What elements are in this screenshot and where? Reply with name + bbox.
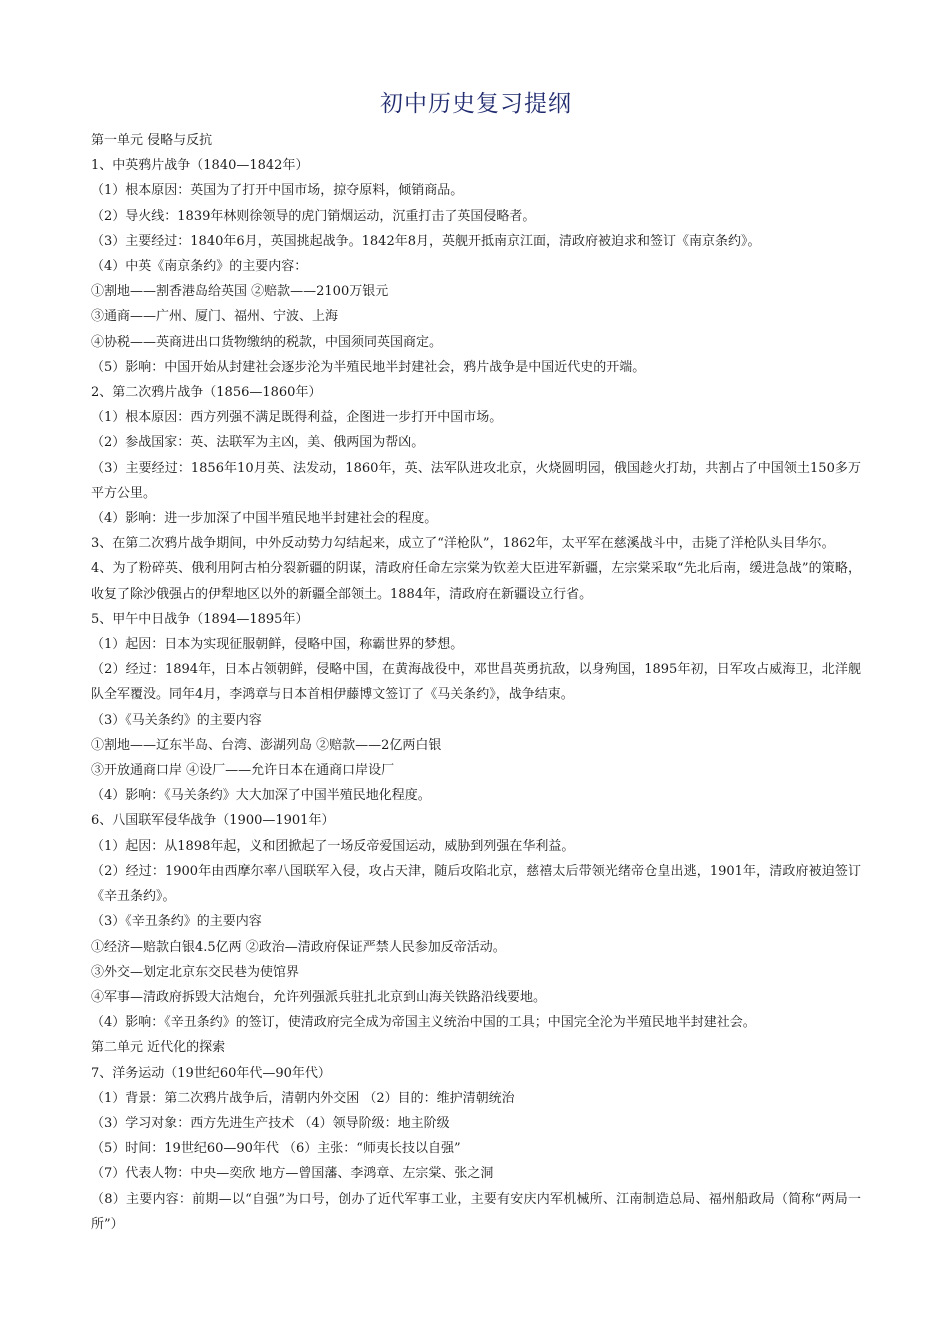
text-line: （3）主要经过：1840年6月，英国挑起战争。1842年8月，英舰开抵南京江面，清政府被迫求和签订《南京条约》。 bbox=[91, 233, 761, 249]
text-line: 4、为了粉碎英、俄利用阿古柏分裂新疆的阴谋，清政府任命左宗棠为钦差大臣进军新疆，左宗棠采取“先北后南，缓进急战”的策略，收复了除沙俄强占的伊犁地区以外的新疆全部领土。1884年，清政府在新疆设立行省。 bbox=[91, 561, 861, 602]
text-line: （1）根本原因：英国为了打开中国市场，掠夺原料，倾销商品。 bbox=[91, 183, 464, 199]
text-line: ①经济—赔款白银4.5亿两 ②政治—清政府保证严禁人民参加反帝活动。 bbox=[91, 939, 506, 955]
text-line: （2）经过：1894年，日本占领朝鲜，侵略中国，在黄海战役中，邓世昌英勇抗敌，以身殉国，1895年初，日军攻占威海卫，北洋舰队全军覆没。同年4月，李鸿章与日本首相伊藤博文签订了《马关条约》，战争结束。 bbox=[91, 662, 861, 703]
text-line: （1）背景：第二次鸦片战争后，清朝内外交困 （2）目的：维护清朝统治 bbox=[91, 1090, 515, 1106]
text-line: （4）影响：进一步加深了中国半殖民地半封建社会的程度。 bbox=[91, 511, 438, 527]
text-line: （2）参战国家：英、法联军为主凶，美、俄两国为帮凶。 bbox=[91, 435, 425, 451]
text-line: 1、中英鸦片战争（1840—1842年） bbox=[91, 158, 309, 174]
text-line: （1）根本原因：西方列强不满足既得利益，企图进一步打开中国市场。 bbox=[91, 410, 503, 426]
text-line: （3）学习对象：西方先进生产技术 （4）领导阶级：地主阶级 bbox=[91, 1115, 450, 1131]
text-line: 第一单元 侵略与反抗 bbox=[91, 133, 213, 148]
text-line: 7、洋务运动（19世纪60年代—90年代） bbox=[91, 1065, 331, 1081]
text-line: （7）代表人物：中央—奕欣 地方—曾国藩、李鸿章、左宗棠、张之洞 bbox=[91, 1166, 494, 1182]
text-line: （2）导火线：1839年林则徐领导的虎门销烟运动，沉重打击了英国侵略者。 bbox=[91, 208, 536, 224]
text-line: ③通商——广州、厦门、福州、宁波、上海 bbox=[91, 309, 339, 325]
text-line: （5）时间：19世纪60—90年代 （6）主张：“师夷长技以自强” bbox=[91, 1141, 461, 1157]
text-line: ①割地——辽东半岛、台湾、澎湖列岛 ②赔款——2亿两白银 bbox=[91, 737, 442, 753]
text-line: 第二单元 近代化的探索 bbox=[91, 1040, 226, 1056]
text-line: 6、八国联军侵华战争（1900—1901年） bbox=[91, 813, 335, 829]
text-line: ③外交—划定北京东交民巷为使馆界 bbox=[91, 964, 300, 980]
text-line: （3）主要经过：1856年10月英、法发动，1860年，英、法军队进攻北京，火烧圆明园，俄国趁火打劫，共割占了中国领土150多万平方公里。 bbox=[91, 460, 861, 501]
text-line: ③开放通商口岸 ④设厂——允许日本在通商口岸设厂 bbox=[91, 763, 395, 779]
text-line: ①割地——割香港岛给英国 ②赔款——2100万银元 bbox=[91, 284, 389, 300]
text-line: （2）经过：1900年由西摩尔率八国联军入侵，攻占天津，随后攻陷北京，慈禧太后带领光绪帝仓皇出逃，1901年，清政府被迫签订《辛丑条约》。 bbox=[91, 863, 861, 905]
text-line: （3）《马关条约》的主要内容 bbox=[91, 712, 262, 728]
text-line: （1）起因：从1898年起，义和团掀起了一场反帝爱国运动，威胁到列强在华利益。 bbox=[91, 838, 575, 854]
text-line: （8）主要内容：前期—以“自强”为口号，创办了近代军事工业，主要有安庆内军机械所、江南制造总局、福州船政局（简称“两局一所”） bbox=[91, 1191, 861, 1232]
document-page bbox=[91, 88, 861, 1237]
document-title: 初中历史复习提纲 bbox=[380, 91, 572, 117]
text-line: 3、在第二次鸦片战争期间，中外反动势力勾结起来，成立了“洋枪队”，1862年，太平军在慈溪战斗中，击毙了洋枪队头目华尔。 bbox=[91, 536, 835, 552]
text-line: ④协税——英商进出口货物缴纳的税款，中国须同英国商定。 bbox=[91, 334, 443, 350]
text-line: （3）《辛丑条约》的主要内容 bbox=[91, 914, 262, 930]
text-line: 2、第二次鸦片战争（1856—1860年） bbox=[91, 385, 322, 401]
text-line: （4）影响：《辛丑条约》的签订，使清政府完全成为帝国主义统治中国的工具；中国完全沦为半殖民地半封建社会。 bbox=[91, 1015, 756, 1031]
text-line: （4）中英《南京条约》的主要内容： bbox=[91, 259, 308, 275]
text-line: （5）影响：中国开始从封建社会逐步沦为半殖民地半封建社会，鸦片战争是中国近代史的开端。 bbox=[91, 359, 646, 375]
text-line: （1）起因：日本为实现征服朝鲜，侵略中国，称霸世界的梦想。 bbox=[91, 637, 464, 653]
text-line: ④军事—清政府拆毁大沽炮台，允许列强派兵驻扎北京到山海关铁路沿线要地。 bbox=[91, 989, 547, 1005]
document-body bbox=[91, 128, 861, 1237]
text-line: （4）影响：《马关条约》大大加深了中国半殖民地化程度。 bbox=[91, 788, 431, 804]
text-line: 5、甲午中日战争（1894—1895年） bbox=[91, 611, 309, 627]
